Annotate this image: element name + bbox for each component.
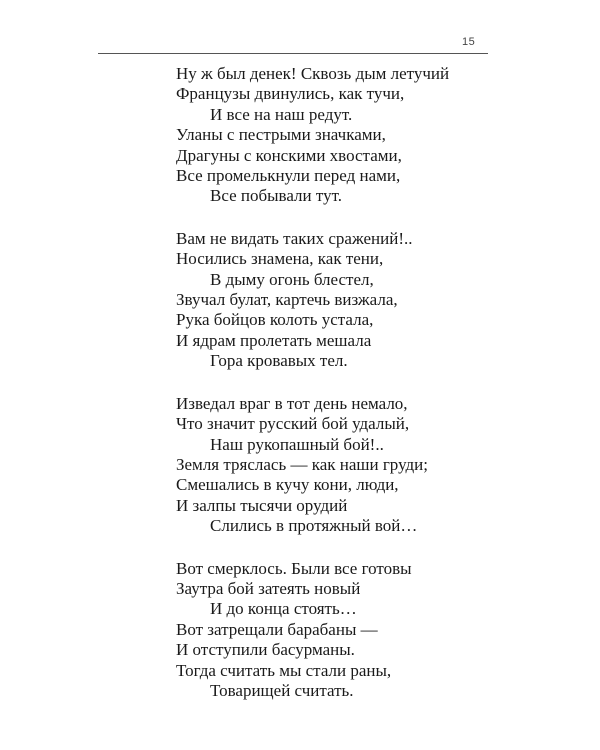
poem-line-indented: Все побывали тут. <box>210 186 342 206</box>
stanza-1 <box>176 64 506 207</box>
poem-line: Ну ж был денек! Сквозь дым летучий <box>176 64 450 83</box>
stanza-4 <box>176 559 506 702</box>
poem-line-indented: Слились в протяжный вой… <box>210 516 418 536</box>
poem-line-indented: В дыму огонь блестел, <box>210 269 374 289</box>
stanza-3 <box>176 394 506 537</box>
poem-line: Носились знамена, как тени, <box>176 249 384 269</box>
poem-line-indented: И до конца стоять… <box>210 599 357 619</box>
poem-line: Все промелькнули перед нами, <box>176 166 401 186</box>
poem-line-indented: Наш рукопашный бой!.. <box>210 434 384 454</box>
poem-line: Звучал булат, картечь визжала, <box>176 290 398 310</box>
poem-line: Драгуны с конскими хвостами, <box>176 145 402 165</box>
poem-body <box>176 64 506 723</box>
poem-line-indented: Товарищей считать. <box>210 680 354 700</box>
poem-line: Французы двинулись, как тучи, <box>176 84 405 104</box>
poem-line: Что значит русский бой удалый, <box>176 414 410 434</box>
poem-line: Смешались в кучу кони, люди, <box>176 475 399 495</box>
poem-line: Рука бойцов колоть устала, <box>176 310 374 330</box>
poem-line: Вот затрещали барабаны — <box>176 619 378 639</box>
poem-line: Земля тряслась — как наши груди; <box>176 454 428 474</box>
poem-line: И отступили басурманы. <box>176 640 355 660</box>
poem-line-indented: Гора кровавых тел. <box>210 351 348 371</box>
poem-line: Изведал враг в тот день немало, <box>176 393 408 413</box>
page-number: 15 <box>462 36 476 48</box>
poem-line-indented: И все на наш редут. <box>210 104 353 124</box>
poem-line: И ядрам пролетать мешала <box>176 330 372 350</box>
poem-line: Заутра бой затеять новый <box>176 578 361 598</box>
stanza-2 <box>176 229 506 372</box>
header-rule <box>98 53 488 54</box>
poem-line: И залпы тысячи орудий <box>176 495 348 515</box>
poem-line: Вот смерклось. Были все готовы <box>176 558 412 578</box>
poem-line: Тогда считать мы стали раны, <box>176 660 392 680</box>
poem-line: Уланы с пестрыми значками, <box>176 125 386 145</box>
poem-line: Вам не видать таких сражений!.. <box>176 228 413 248</box>
